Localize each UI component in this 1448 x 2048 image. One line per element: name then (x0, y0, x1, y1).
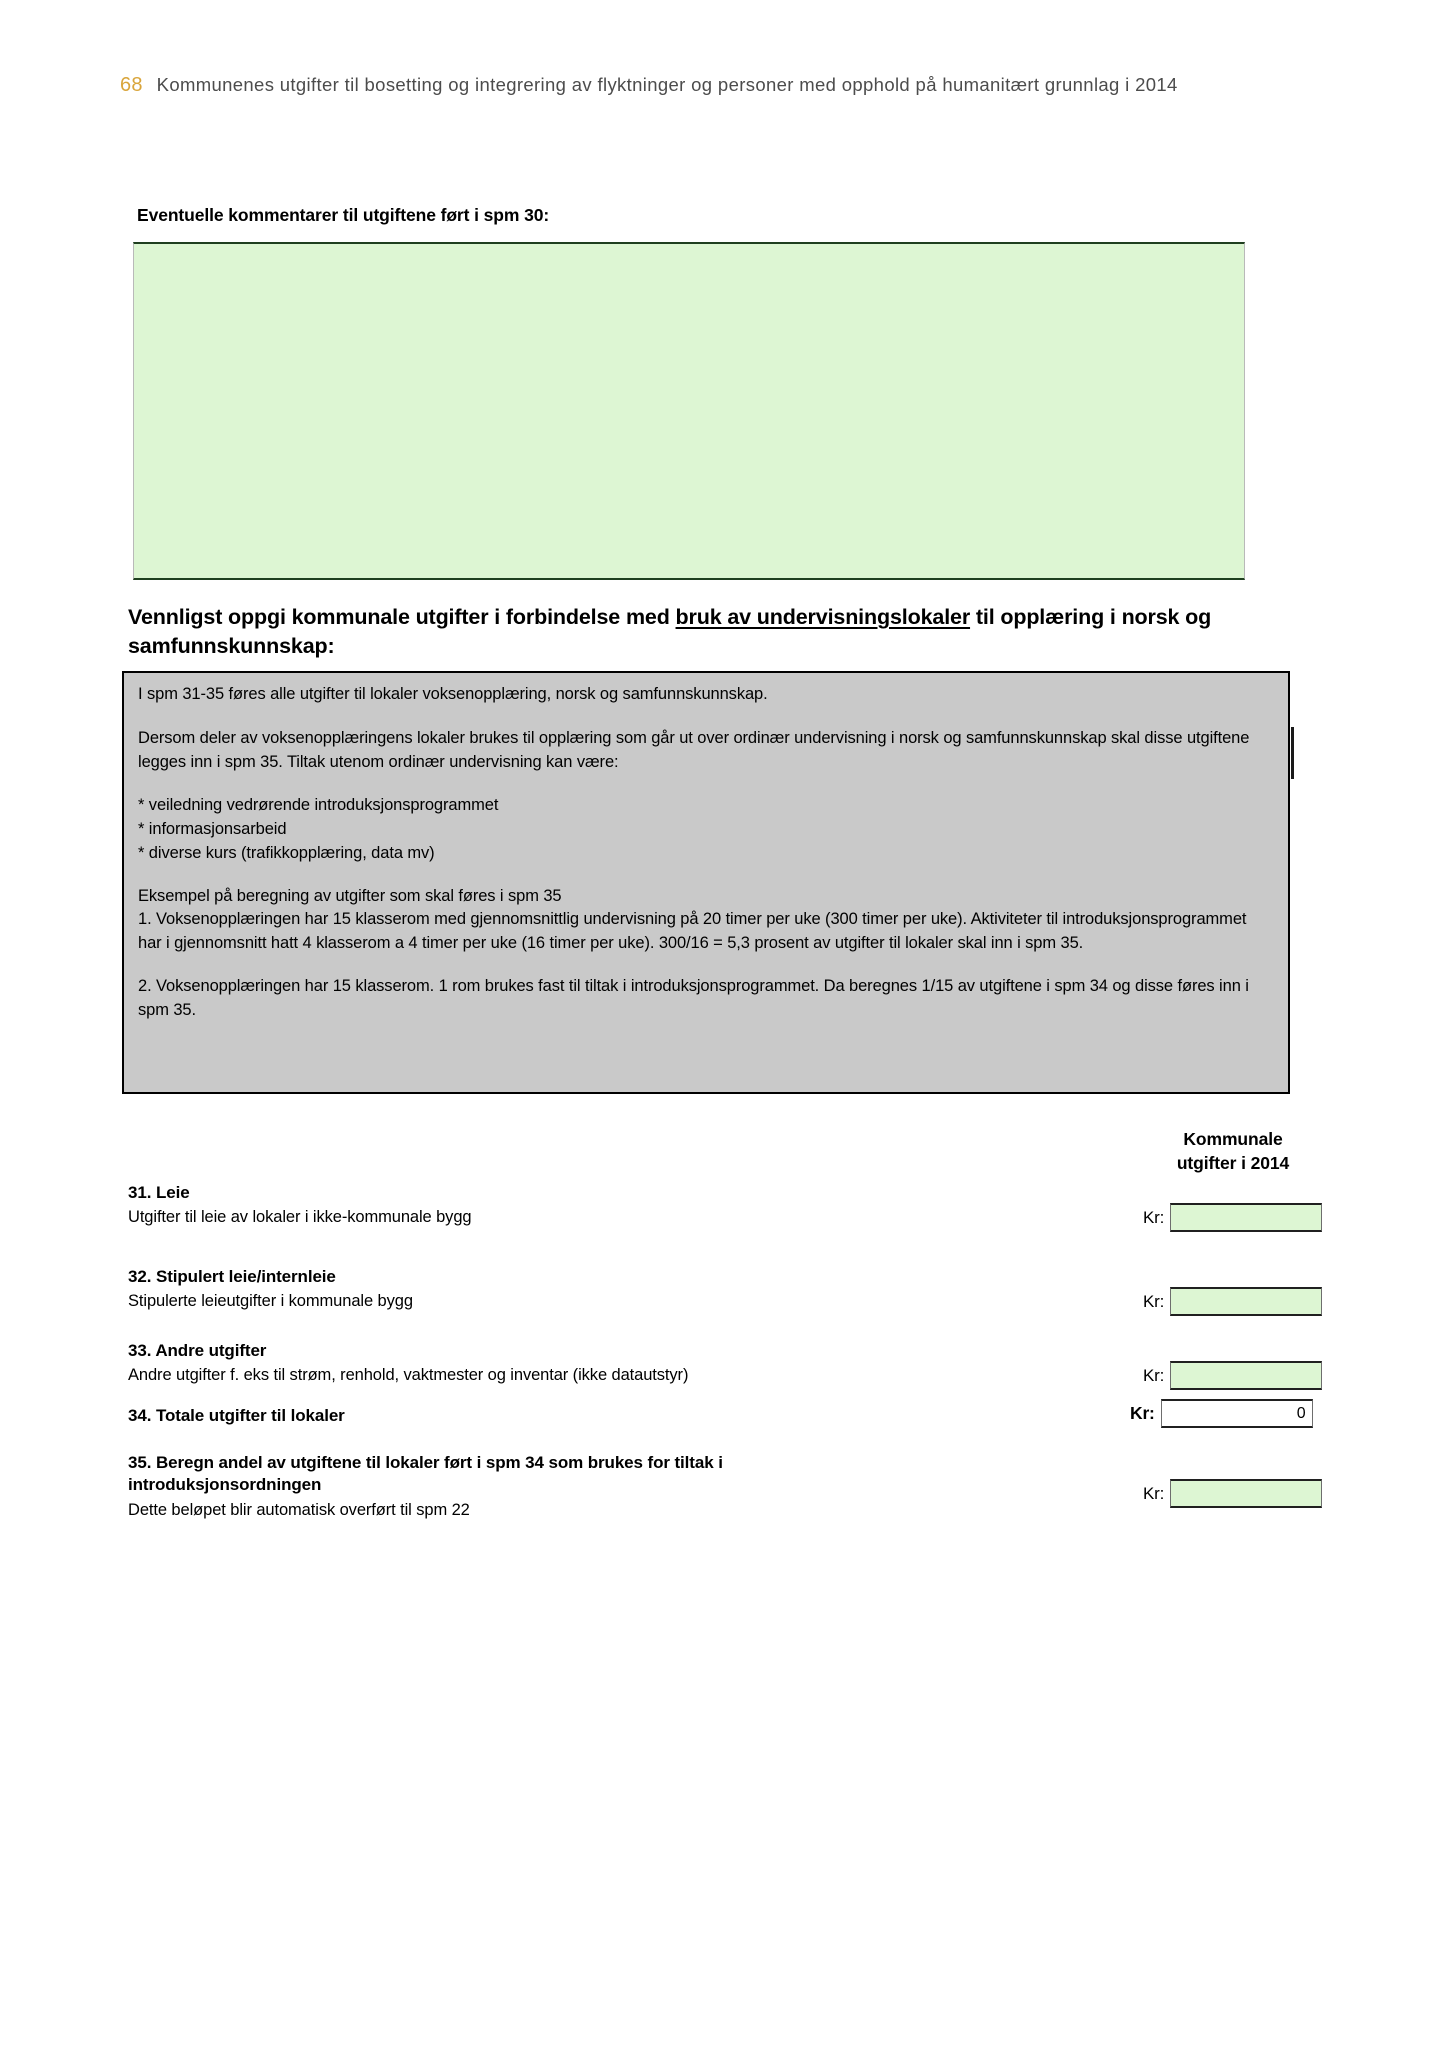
section-heading (128, 603, 1318, 660)
comment-textarea[interactable] (133, 242, 1245, 580)
question-35-description: Dette beløpet blir automatisk overført til spm 22 (128, 1500, 470, 1519)
input-32-stipulert-leie[interactable] (1170, 1287, 1322, 1316)
currency-label-32: Kr: (1143, 1291, 1165, 1311)
currency-label-33: Kr: (1143, 1365, 1165, 1385)
input-33-andre-utgifter[interactable] (1170, 1361, 1322, 1390)
column-header-line1: Kommunale (1183, 1129, 1283, 1149)
info-box (122, 671, 1290, 1094)
spacer (138, 866, 1274, 885)
question-33-title: 33. Andre utgifter (128, 1341, 267, 1360)
info-paragraph-1: I spm 31-35 føres alle utgifter til lokaler voksenopplæring, norsk og samfunnskunnskap. (138, 685, 768, 703)
page-number: 68 (120, 74, 143, 96)
amount-field-33 (1143, 1361, 1322, 1390)
column-header-kommunale-utgifter (1118, 1128, 1348, 1175)
currency-label-35: Kr: (1143, 1483, 1165, 1503)
running-header (120, 74, 1178, 97)
question-31-description: Utgifter til leie av lokaler i ikke-kommunale bygg (128, 1208, 472, 1227)
input-34-totale-utgifter: 0 (1161, 1399, 1313, 1428)
amount-field-32 (1143, 1287, 1322, 1316)
header-title: Kommunenes utgifter til bosetting og integrering av flyktninger og personer med opphold på humanitært grunnlag i 2014 (156, 74, 1178, 95)
input-35-beregn-andel[interactable] (1170, 1479, 1322, 1508)
question-row-32 (128, 1266, 1318, 1313)
section-heading-underlined: bruk av undervisningslokaler (675, 605, 971, 629)
info-example-2: 2. Voksenopplæringen har 15 klasserom. 1 rom brukes fast til tiltak i introduksjonsprogrammet. Da beregnes 1/15 av utgiftene i spm 34 og disse føres inn i spm 35. (138, 977, 1249, 1020)
currency-label-31: Kr: (1143, 1207, 1165, 1227)
section-heading-part2: til opplæring i norsk og samfunnskunnskap: (128, 605, 1212, 658)
spacer (138, 775, 1274, 794)
question-row-33 (128, 1340, 1318, 1387)
question-31-title: 31. Leie (128, 1183, 190, 1202)
input-31-leie[interactable] (1170, 1203, 1322, 1232)
info-bullet-1: * veiledning vedrørende introduksjonsprogrammet (138, 795, 499, 814)
text-caret-artifact (1291, 727, 1294, 779)
section-heading-part1: Vennligst oppgi kommunale utgifter i forbindelse med (128, 605, 676, 629)
info-example-heading: Eksempel på beregning av utgifter som skal føres i spm 35 (138, 886, 562, 905)
spacer (138, 956, 1274, 975)
info-example-1: 1. Voksenopplæringen har 15 klasserom med gjennomsnittlig undervisning på 20 timer per uke (300 timer per uke). Aktiviteter til introduksjonsprogrammet har i gjennomsnitt hatt 4 klasserom a 4 timer per uke (16 timer per uke). 300/16 = 5,3 prosent av utgifter til lokaler skal inn i spm 35. (138, 910, 1247, 953)
spacer (138, 707, 1274, 727)
amount-field-34 (1130, 1399, 1313, 1428)
amount-field-31 (1143, 1203, 1322, 1232)
question-33-description: Andre utgifter f. eks til strøm, renhold, vaktmester og inventar (ikke datautstyr) (128, 1366, 689, 1385)
amount-field-35 (1143, 1479, 1322, 1508)
comment-label: Eventuelle kommentarer til utgiftene ført i spm 30: (137, 205, 550, 225)
question-35-title: 35. Beregn andel av utgiftene til lokaler ført i spm 34 som brukes for tiltak i introduksjonsordningen (128, 1453, 723, 1495)
question-32-title: 32. Stipulert leie/internleie (128, 1267, 336, 1286)
question-34-title: 34. Totale utgifter til lokaler (128, 1406, 345, 1425)
info-bullet-2: * informasjonsarbeid (138, 819, 287, 838)
question-row-35 (128, 1452, 888, 1522)
question-32-description: Stipulerte leieutgifter i kommunale bygg (128, 1292, 413, 1311)
currency-label-34: Kr: (1130, 1403, 1155, 1423)
info-paragraph-2: Dersom deler av voksenopplæringens lokaler brukes til opplæring som går ut over ordinær undervisning i norsk og samfunnskunnskap skal disse utgiftene legges inn i spm 35. Tiltak utenom ordinær undervisning kan være: (138, 728, 1250, 771)
column-header-line2: utgifter i 2014 (1176, 1152, 1290, 1173)
question-row-31 (128, 1182, 1318, 1229)
info-bullet-3: * diverse kurs (trafikkopplæring, data mv) (138, 843, 435, 862)
